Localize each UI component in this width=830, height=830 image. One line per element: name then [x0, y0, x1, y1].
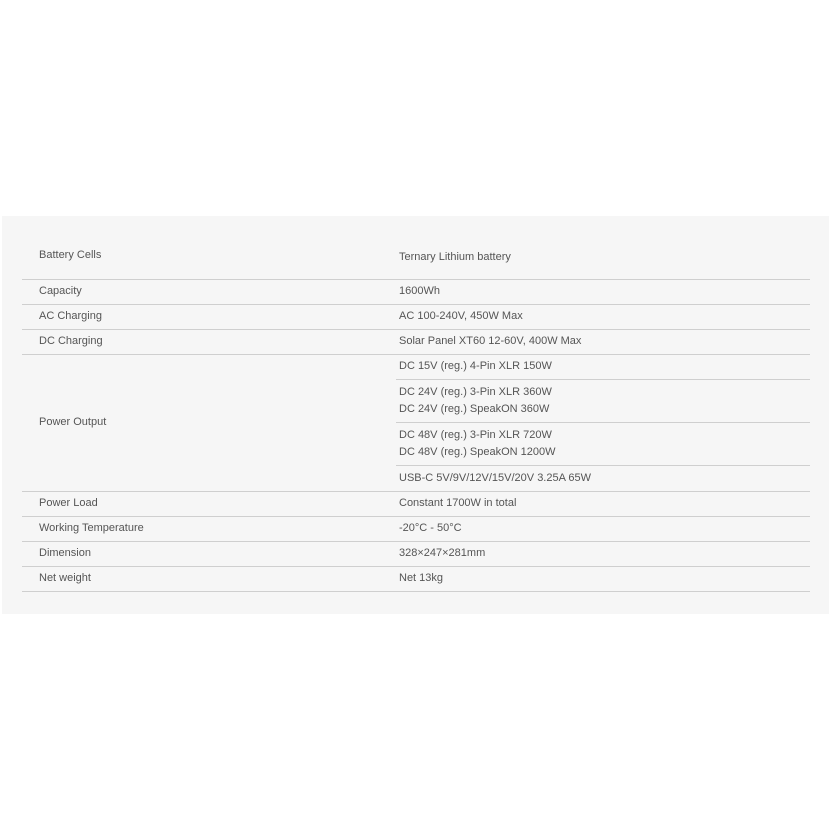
power-output-group	[396, 466, 810, 491]
spec-value: -20°C - 50°C	[396, 517, 810, 542]
power-output-line: USB-C 5V/9V/12V/15V/20V 3.25A 65W	[399, 471, 592, 484]
power-output-line: DC 48V (reg.) 3-Pin XLR 720W	[399, 428, 552, 441]
power-output-group	[396, 355, 810, 380]
spec-row-working-temperature	[22, 517, 810, 542]
power-output-line: DC 15V (reg.) 4-Pin XLR 150W	[399, 360, 552, 373]
spec-row-net-weight	[22, 567, 810, 592]
spec-row-capacity	[22, 280, 810, 305]
power-output-group	[396, 423, 810, 466]
spec-value: 328×247×281mm	[396, 542, 810, 567]
spec-label: Battery Cells	[22, 236, 396, 280]
spec-row-power-output	[22, 355, 810, 492]
spec-label: Capacity	[22, 280, 396, 305]
power-output-line: DC 48V (reg.) SpeakON 1200W	[399, 446, 556, 458]
spec-label: Net weight	[22, 567, 396, 592]
spec-label: Working Temperature	[22, 517, 396, 542]
spec-row-dimension	[22, 542, 810, 567]
spec-value: 1600Wh	[396, 280, 810, 305]
spec-row-battery-cells	[22, 236, 810, 280]
power-output-group	[396, 380, 810, 423]
spec-panel	[2, 216, 829, 614]
spec-value: Net 13kg	[396, 567, 810, 592]
spec-table	[22, 236, 810, 592]
power-output-line: DC 24V (reg.) SpeakON 360W	[399, 403, 550, 415]
spec-label: Dimension	[22, 542, 396, 567]
spec-row-power-load	[22, 492, 810, 517]
spec-value: Constant 1700W in total	[396, 492, 810, 517]
spec-row-dc-charging	[22, 330, 810, 355]
spec-label: Power Load	[22, 492, 396, 517]
spec-value: AC 100-240V, 450W Max	[396, 305, 810, 330]
power-output-values	[396, 355, 810, 492]
spec-value: Ternary Lithium battery	[396, 236, 810, 280]
spec-value: Solar Panel XT60 12-60V, 400W Max	[396, 330, 810, 355]
spec-label: Power Output	[22, 355, 396, 492]
spec-row-ac-charging	[22, 305, 810, 330]
spec-label: AC Charging	[22, 305, 396, 330]
power-output-line: DC 24V (reg.) 3-Pin XLR 360W	[399, 385, 552, 398]
spec-label: DC Charging	[22, 330, 396, 355]
